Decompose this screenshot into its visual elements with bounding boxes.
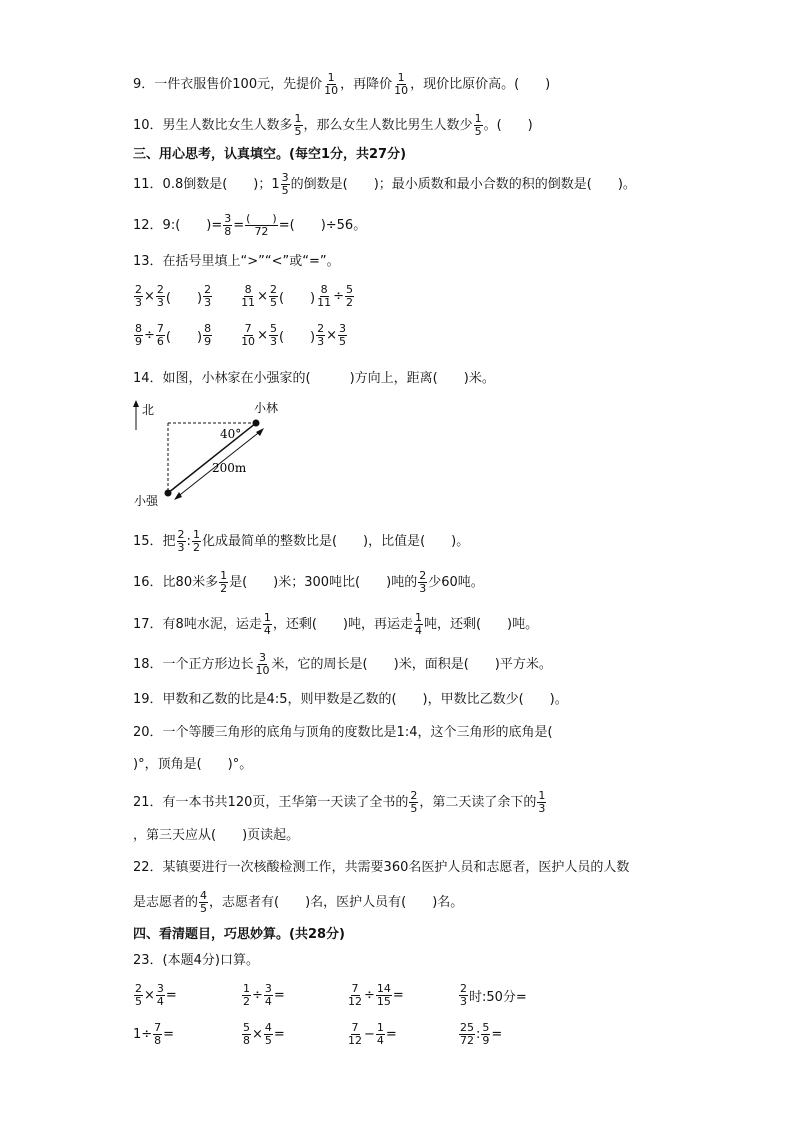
question-18: 18．一个正方形边长 $\frac{3}{10}$ 米，它的周长是( )米，面积是( )平方米。 [133, 651, 552, 677]
fraction [347, 983, 363, 1008]
numerator: 8 [135, 322, 142, 335]
fraction [481, 1022, 490, 1047]
answer-blank[interactable]: ( ) [278, 291, 316, 306]
denominator: 5 [269, 296, 277, 309]
denominator: 10 [241, 335, 256, 348]
denominator: 3 [538, 802, 546, 815]
question-21: 21．有一本书共120页，王华第一天读了全书的 $\frac{2}{5}$ ，第二天读了余下的 $\frac{1}{3}$ [133, 789, 546, 815]
numerator: 2 [156, 283, 164, 296]
numerator: 2 [177, 528, 185, 541]
fraction [156, 284, 165, 309]
numerator: 1 [414, 611, 422, 624]
numerator: 1 [263, 611, 271, 624]
direction-diagram [128, 398, 308, 513]
lin-label: 小林 [254, 401, 279, 415]
denominator: 5 [294, 125, 302, 138]
fraction [264, 1022, 273, 1047]
calc-item: $\frac{25}{72}$ : $\frac{5}{9}$ = [460, 1021, 503, 1047]
fraction [264, 983, 273, 1008]
fraction [192, 529, 201, 554]
angle-label: 40° [220, 427, 242, 441]
answer-blank[interactable]: ( ) [165, 330, 203, 345]
question-17: 17．有8吨水泥，运走 $\frac{1}{4}$ ，还剩( )吨，再运走 $\frac{1}{4}$ 吨，还剩( )吨。 [133, 611, 539, 637]
numerator: 1 [243, 982, 250, 995]
denominator: 8 [243, 1034, 250, 1047]
measure-arrow-b [256, 428, 264, 436]
question-10: 10．男生人数比女生人数多 $\frac{1}{5}$ ，那么女生人数比男生人数少 $\frac{1}{5}$ 。( ) [133, 112, 533, 138]
denominator: 9 [135, 335, 142, 348]
calc-item: $\frac{7}{12}$ ÷ $\frac{14}{15}$ = [348, 982, 404, 1008]
section-4-heading: 四、看清题目，巧思妙算。(共28分) [133, 927, 345, 942]
question-22: 22．某镇要进行一次核酸检测工作，共需要360名医护人员和志愿者，医护人员的人数 [133, 860, 630, 875]
numerator: 3 [281, 171, 289, 184]
numerator: 3 [339, 322, 347, 335]
numerator: 5 [346, 283, 354, 296]
fraction [459, 1022, 475, 1047]
fraction [223, 213, 232, 238]
numerator: 5 [269, 322, 277, 335]
fraction [269, 323, 278, 348]
qiang-point [165, 490, 172, 497]
fraction [219, 570, 228, 595]
fraction [255, 652, 271, 677]
denominator: 3 [204, 296, 212, 309]
question-16: 16．比80米多 $\frac{1}{2}$ 是( )米；300吨比( )吨的 $\frac{2}{3}$ 少60吨。 [133, 569, 484, 595]
question-19: 19．甲数和乙数的比是4:5，则甲数是乙数的( )，甲数比乙数少( )。 [133, 692, 568, 707]
numerator: 1 [327, 71, 335, 84]
fraction [294, 113, 303, 138]
lin-point [253, 420, 260, 427]
numerator: 1 [474, 112, 482, 125]
denominator: 11 [317, 296, 332, 309]
denominator: 5 [264, 1034, 272, 1047]
fraction [240, 284, 256, 309]
question-9: 9．一件衣服售价100元，先提价 $\frac{1}{10}$ ，再降价 $\frac{1}{10}$ ，现价比原价高。( ) [133, 71, 551, 97]
fraction [245, 213, 278, 238]
calc-item: $\frac{7}{12}$ − $\frac{1}{4}$ = [348, 1021, 397, 1047]
fraction [345, 284, 354, 309]
north-label: 北 [142, 403, 155, 417]
denominator: 3 [317, 335, 325, 348]
numerator: 2 [135, 982, 142, 995]
fraction [156, 323, 165, 348]
denominator: 6 [156, 335, 164, 348]
denominator: 5 [135, 995, 142, 1008]
numerator: 7 [351, 1021, 359, 1034]
numerator: 1 [294, 112, 302, 125]
fraction [537, 790, 546, 815]
fraction [414, 612, 423, 637]
compare-row-1: $\frac{2}{3}$ × $\frac{2}{3}$ ( ) $\frac{2}{3}$ $\frac{8}{11}$ × $\frac{2}{5}$ ( ) $\frac{8}{11}$ ÷ $\frac{5}{2}$ [135, 283, 354, 309]
compare-row-2: $\frac{8}{9}$ ÷ $\frac{7}{6}$ ( ) $\frac{8}{9}$ $\frac{7}{10}$ × $\frac{5}{3}$ ( ) $\frac{2}{3}$ × $\frac{3}{5}$ [135, 322, 347, 348]
fraction [474, 113, 483, 138]
numerator: 3 [156, 982, 164, 995]
distance-label: 200m [212, 461, 247, 475]
fraction [338, 323, 347, 348]
numerator: 8 [244, 283, 252, 296]
fraction [134, 323, 143, 348]
numerator: 3 [259, 651, 267, 664]
denominator: 9 [482, 1034, 490, 1047]
numerator: 8 [320, 283, 328, 296]
fraction [393, 72, 409, 97]
question-21-cont: ，第三天应从( )页读起。 [133, 828, 300, 843]
numerator: 1 [538, 789, 546, 802]
denominator: 5 [474, 125, 482, 138]
numerator: ( ) [246, 212, 277, 225]
fraction [156, 983, 165, 1008]
fraction [134, 983, 143, 1008]
calc-item: $\frac{2}{3}$ 时:50分= [460, 982, 527, 1008]
calc-item: $\frac{5}{8}$ × $\frac{4}{5}$ = [243, 1021, 285, 1047]
calc-item: 1÷ $\frac{7}{8}$ = [133, 1021, 175, 1047]
numerator: 25 [460, 1021, 474, 1034]
fraction [316, 284, 332, 309]
fraction [240, 323, 256, 348]
numerator: 1 [220, 569, 228, 582]
north-arrow-head [133, 400, 139, 407]
denominator: 8 [154, 1034, 162, 1047]
fraction [203, 323, 212, 348]
question-14: 14．如图，小林家在小强家的( )方向上，距离( )米。 [133, 371, 495, 386]
numerator: 2 [135, 283, 142, 296]
denominator: 3 [269, 335, 277, 348]
question-11: 11．0.8倒数是( )；1 $\frac{3}{5}$ 的倒数是( )；最小质数和最小合数的积的倒数是( )。 [133, 171, 636, 197]
fraction [242, 1022, 251, 1047]
fraction [347, 1022, 363, 1047]
fraction [242, 983, 251, 1008]
denominator: 10 [255, 664, 270, 677]
denominator: 5 [281, 184, 289, 197]
denominator: 3 [419, 582, 427, 595]
numerator: 2 [419, 569, 427, 582]
fraction [134, 284, 143, 309]
denominator: 10 [394, 84, 409, 97]
fraction [459, 983, 468, 1008]
numerator: 7 [244, 322, 252, 335]
denominator: 4 [414, 624, 422, 637]
numerator: 5 [482, 1021, 490, 1034]
denominator: 5 [200, 902, 208, 915]
denominator: 2 [220, 582, 228, 595]
question-22-cont: 是志愿者的 $\frac{4}{5}$ ，志愿者有( )名，医护人员有( )名。 [133, 889, 464, 915]
denominator: 2 [192, 541, 200, 554]
fraction [203, 284, 212, 309]
question-12: 12．9:( )= $\frac{3}{8}$ = $\frac{( )}{72}$ =( )÷56。 [133, 212, 367, 238]
denominator: 4 [376, 1034, 384, 1047]
fraction [316, 323, 325, 348]
numerator: 1 [192, 528, 200, 541]
denominator: 3 [460, 995, 467, 1008]
numerator: 1 [376, 1021, 384, 1034]
numerator: 3 [224, 212, 232, 225]
calc-item: $\frac{2}{5}$ × $\frac{3}{4}$ = [135, 982, 177, 1008]
denominator: 72 [460, 1034, 474, 1047]
denominator: 4 [264, 995, 272, 1008]
denominator: 72 [254, 225, 269, 238]
fraction [323, 72, 339, 97]
calc-item: $\frac{1}{2}$ ÷ $\frac{3}{4}$ = [243, 982, 285, 1008]
denominator: 8 [224, 225, 232, 238]
denominator: 3 [177, 541, 185, 554]
fraction [418, 570, 427, 595]
path-line [168, 423, 256, 493]
measure-arrow-a [174, 492, 182, 500]
denominator: 4 [263, 624, 271, 637]
numerator: 3 [264, 982, 272, 995]
fraction [199, 890, 208, 915]
denominator: 2 [346, 296, 354, 309]
denominator: 2 [243, 995, 250, 1008]
fraction [263, 612, 272, 637]
numerator: 2 [269, 283, 277, 296]
denominator: 12 [348, 995, 362, 1008]
numerator: 2 [204, 283, 212, 296]
question-20-cont: )°，顶角是( )°。 [133, 757, 253, 772]
numerator: 5 [243, 1021, 250, 1034]
answer-blank[interactable]: ( ) [165, 291, 203, 306]
denominator: 12 [348, 1034, 362, 1047]
answer-blank[interactable]: ( ) [278, 330, 316, 345]
section-3-heading: 三、用心思考，认真填空。(每空1分，共27分) [133, 147, 407, 162]
numerator: 8 [204, 322, 212, 335]
fraction [409, 790, 418, 815]
numerator: 4 [264, 1021, 272, 1034]
numerator: 1 [397, 71, 405, 84]
numerator: 7 [154, 1021, 162, 1034]
question-20: 20．一个等腰三角形的底角与顶角的度数比是1:4，这个三角形的底角是( [133, 725, 553, 740]
numerator: 2 [460, 982, 467, 995]
numerator: 2 [317, 322, 325, 335]
fraction [281, 172, 290, 197]
qiang-label: 小强 [134, 494, 159, 508]
numerator: 7 [351, 982, 359, 995]
denominator: 5 [339, 335, 347, 348]
fraction [376, 983, 392, 1008]
question-15: 15．把 $\frac{2}{3}$ : $\frac{1}{2}$ 化成最简单的整数比是( )，比值是( )。 [133, 528, 470, 554]
denominator: 4 [156, 995, 164, 1008]
numerator: 7 [156, 322, 164, 335]
question-13: 13．在括号里填上“>”“<”或“=”。 [133, 254, 340, 269]
fraction [177, 529, 186, 554]
denominator: 11 [241, 296, 256, 309]
fraction [269, 284, 278, 309]
numerator: 2 [410, 789, 418, 802]
fraction [153, 1022, 162, 1047]
numerator: 14 [376, 982, 391, 995]
denominator: 5 [410, 802, 418, 815]
numerator: 4 [200, 889, 208, 902]
denominator: 9 [204, 335, 212, 348]
denominator: 15 [376, 995, 391, 1008]
denominator: 3 [135, 296, 142, 309]
denominator: 3 [156, 296, 164, 309]
denominator: 10 [324, 84, 339, 97]
fraction [376, 1022, 385, 1047]
question-23: 23．(本题4分)口算。 [133, 953, 259, 968]
